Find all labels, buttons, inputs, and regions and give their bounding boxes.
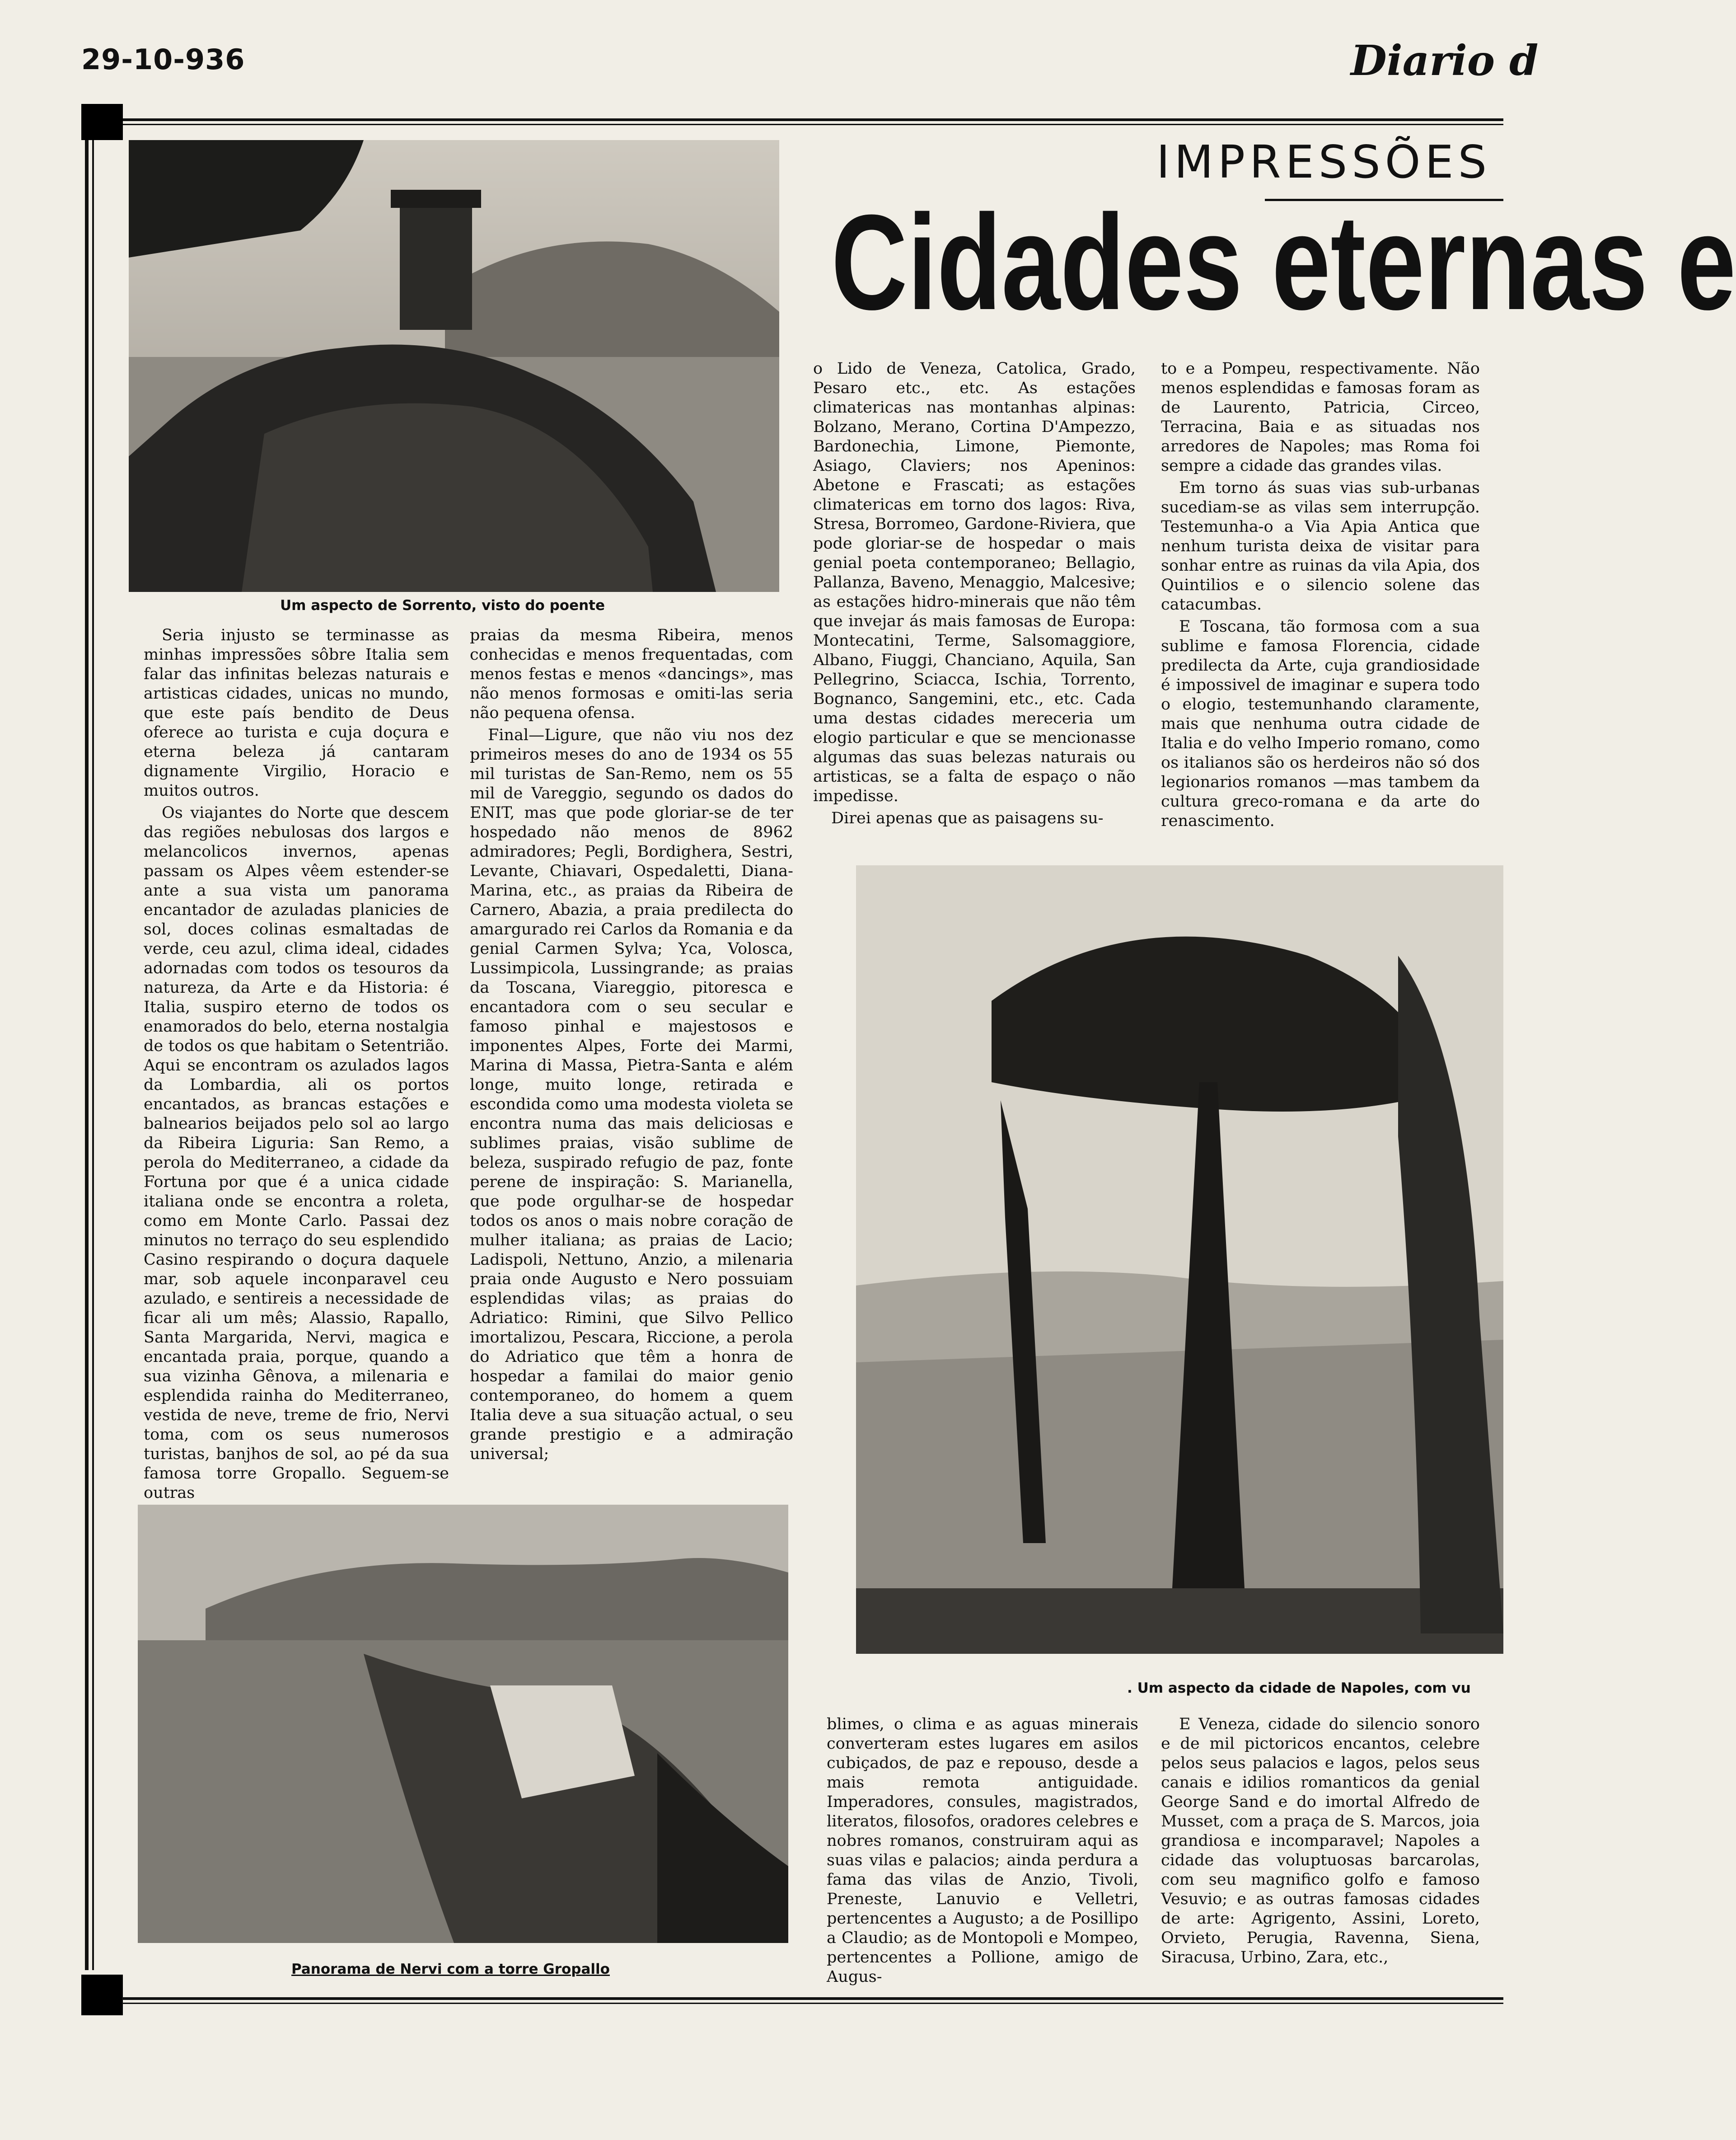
left-border: [85, 140, 89, 1970]
newspaper-masthead: Diario d: [1351, 36, 1539, 85]
paragraph: E Veneza, cidade do silencio sonoro e de mil pictoricos encantos, celebre pelos seus palacios e lagos, pelos seus canais e idilios romanticos da genial George Sand e do imortal Alfredo de Musset, com a praça de S. Marcos, joia grandiosa e incomparavel; Napoles a cidade das voluptuosas barcarolas, com seu magnifico golfo e famoso Vesuvio; e as outras famosas cidades de arte: Agrigento, Assini, Loreto, Orvieto, Perugia, Ravenna, Siena, Siracusa, Urbino, Zara, etc.,: [1161, 1715, 1480, 1966]
article-column-3: [813, 359, 1136, 831]
section-kicker: IMPRESSÕES: [1156, 136, 1492, 188]
paragraph: praias da mesma Ribeira, menos conhecidas e menos frequentadas, com menos festas e menos «dancings», mas não menos formosas e omiti-las seria não pequena ofensa.: [470, 626, 793, 722]
nervi-photo: [138, 1505, 788, 1943]
paragraph: Direi apenas que as paisagens su-: [831, 809, 1104, 827]
bottom-rule: [122, 1997, 1503, 2000]
sorrento-caption: Um aspecto de Sorrento, visto do poente: [280, 597, 605, 614]
article-headline: Cidades eternas e: [831, 186, 1736, 338]
corner-block-bottom: [81, 1975, 123, 2015]
paragraph: E Toscana, tão formosa com a sua sublime e famosa Florencia, cidade predilecta da Arte, cuja grandiosidade é impossivel de imaginar e supera todo o elogio, testemunhando claramente, mais que nenhuma outra cidade de Italia e do velho Imperio romano, como os italianos são os herdeiros não só dos legionarios romanos —mas tambem da cultura greco-romana e da arte do renascimento.: [1161, 618, 1480, 830]
article-column-1: [144, 626, 449, 1506]
paragraph: blimes, o clima e as aguas minerais converteram estes lugares em asilos cubiçados, de paz e repouso, desde a mais remota antiguidade. Imperadores, consules, magistrados, literatos, filosofos, oradores celebres e nobres romanos, construiram aqui as suas vilas e palacios; ainda perdura a fama das vilas de Anzio, Tivoli, Preneste, Lanuvio e Velletri, pertencentes a Augusto; a de Posillipo a Claudio; as de Montopoli e Mompeo, pertencentes a Pollione, amigo de Augus-: [827, 1715, 1138, 1986]
top-rule-thin: [104, 124, 1503, 125]
article-column-5: [827, 1715, 1138, 1990]
nervi-caption: Panorama de Nervi com a torre Gropallo: [291, 1961, 610, 1977]
sorrento-photo: [129, 140, 779, 592]
left-border-inner: [92, 140, 94, 1970]
paragraph: to e a Pompeu, respectivamente. Não menos esplendidas e famosas foram as de Laurento, Patricia, Circeo, Terracina, Baia e as situadas nos arredores de Napoles; mas Roma foi sempre a cidade das grandes vilas.: [1161, 360, 1480, 475]
issue-date: 29-10-936: [81, 43, 245, 76]
napoles-caption: . Um aspecto da cidade de Napoles, com vu: [1127, 1680, 1471, 1696]
paragraph: Em torno ás suas vias sub-urbanas sucediam-se as vilas sem interrupção. Testemunha-o a Via Apia Antica que nenhum turista deixa de visitar para sonhar entre as ruinas da vila Apia, dos Quintilios e o silencio solene das catacumbas.: [1161, 479, 1480, 614]
paragraph: Os viajantes do Norte que descem das regiões nebulosas dos largos e melancolicos invernos, apenas passam os Alpes vêem estender-se ante a sua vista um panorama encantador de azuladas planicies de sol, doces colinas esmaltadas de verde, ceu azul, clima ideal, cidades adornadas com todos os tesouros da natureza, da Arte e da Historia: é Italia, suspiro eterno de todos os enamorados do belo, eterna nostalgia de todos os que habitam o Setentrião. Aqui se encontram os azulados lagos da Lombardia, ali os portos encantados, as brancas estações e balnearios beijados pelo sol ao largo da Ribeira Liguria: San Remo, a perola do Mediterraneo, a cidade da Fortuna por que é a unica cidade italiana onde se encontra a roleta, como em Monte Carlo. Passai dez minutos no terraço do seu esplendido Casino respirando o doçura daquele mar, sob aquele inconparavel ceu azulado, e sentireis a necessidade de ficar ali um mês; Alassio, Rapallo, Santa Margarida, Nervi, magica e encantada praia, porque, quando a sua vizinha Gênova, a milenaria e esplendida rainha do Mediterraneo, vestida de neve, treme de frio, Nervi toma, com os seus numerosos turistas, banjhos de sol, ao pé da sua famosa torre Gropallo. Seguem-se outras: [144, 804, 449, 1502]
paragraph: o Lido de Veneza, Catolica, Grado, Pesaro etc., etc. As estações climatericas nas montanhas alpinas: Bolzano, Merano, Cortina D'Ampezzo, Bardonechia, Limone, Piemonte, Asiago, Claviers; nos Apeninos: Abetone e Frascati; as estações climatericas em torno dos lagos: Riva, Stresa, Borromeo, Gardone-Riviera, que pode gloriar-se de hospedar o mais genial poeta contemporaneo; Bellagio, Pallanza, Baveno, Menaggio, Malcesive; as estações hidro-minerais que não têm que invejar ás mais famosas de Europa: Montecatini, Terme, Salsomaggiore, Albano, Fiuggi, Chanciano, Aquila, San Pellegrino, Sciacca, Ischia, Torrento, Bognanco, Sangemini, etc., etc. Cada uma destas cidades mereceria um elogio particular e que se mencionasse algumas das suas belezas naturais ou artisticas, se a falta de espaço o não impedisse.: [813, 360, 1136, 805]
article-column-4: [1161, 359, 1480, 834]
bottom-rule-thin: [122, 2003, 1503, 2004]
top-rule: [104, 118, 1503, 121]
corner-block-top: [81, 104, 123, 140]
article-column-6: [1161, 1715, 1480, 1970]
paragraph: Final—Ligure, que não viu nos dez primeiros meses do ano de 1934 os 55 mil turistas de San-Remo, nem os 55 mil de Vareggio, segundo os dados do ENIT, mas que pode gloriar-se de ter hospedado não menos de 8962 admiradores; Pegli, Bordighera, Sestri, Levante, Chiavari, Ospedaletti, Diana-Marina, etc., as praias da Ribeira de Carnero, Abazia, a praia predilecta do amargurado rei Carlos da Romania e da genial Carmen Sylva; Yca, Volosca, Lussimpicola, Lussingrande; as praias da Toscana, Viareggio, pitoresca e encantadora com o seu secular e famoso pinhal e majestosos e imponentes Alpes, Forte dei Marmi, Marina di Massa, Pietra-Santa e além longe, muito longe, retirada e escondida como uma modesta violeta se encontra numa das mais deliciosas e sublimes praias, visão sublime de beleza, suspirado refugio de paz, fonte perene de inspiração: S. Marianella, que pode orgulhar-se de hospedar todos os anos o mais nobre coração de mulher italiana; as praias de Lacio; Ladispoli, Nettuno, Anzio, a milenaria praia onde Augusto e Nero possuiam esplendidas vilas; as praias do Adriatico: Rimini, que Silvo Pellico imortalizou, Pescara, Riccione, a perola do Adriatico que têm a honra de hospedar a familai do maior genio contemporaneo, do homem a quem Italia deve a sua situação actual, o seu grande prestigio e a admiração universal;: [470, 726, 793, 1463]
paragraph: Seria injusto se terminasse as minhas impressões sôbre Italia sem falar das infinitas belezas naturais e artisticas cidades, unicas no mundo, que este país bendito de Deus oferece ao turista e cuja doçura e eterna beleza já cantaram dignamente Virgilio, Horacio e muitos outros.: [144, 626, 449, 800]
napoles-photo: [856, 865, 1503, 1654]
article-column-2: [470, 626, 793, 1467]
